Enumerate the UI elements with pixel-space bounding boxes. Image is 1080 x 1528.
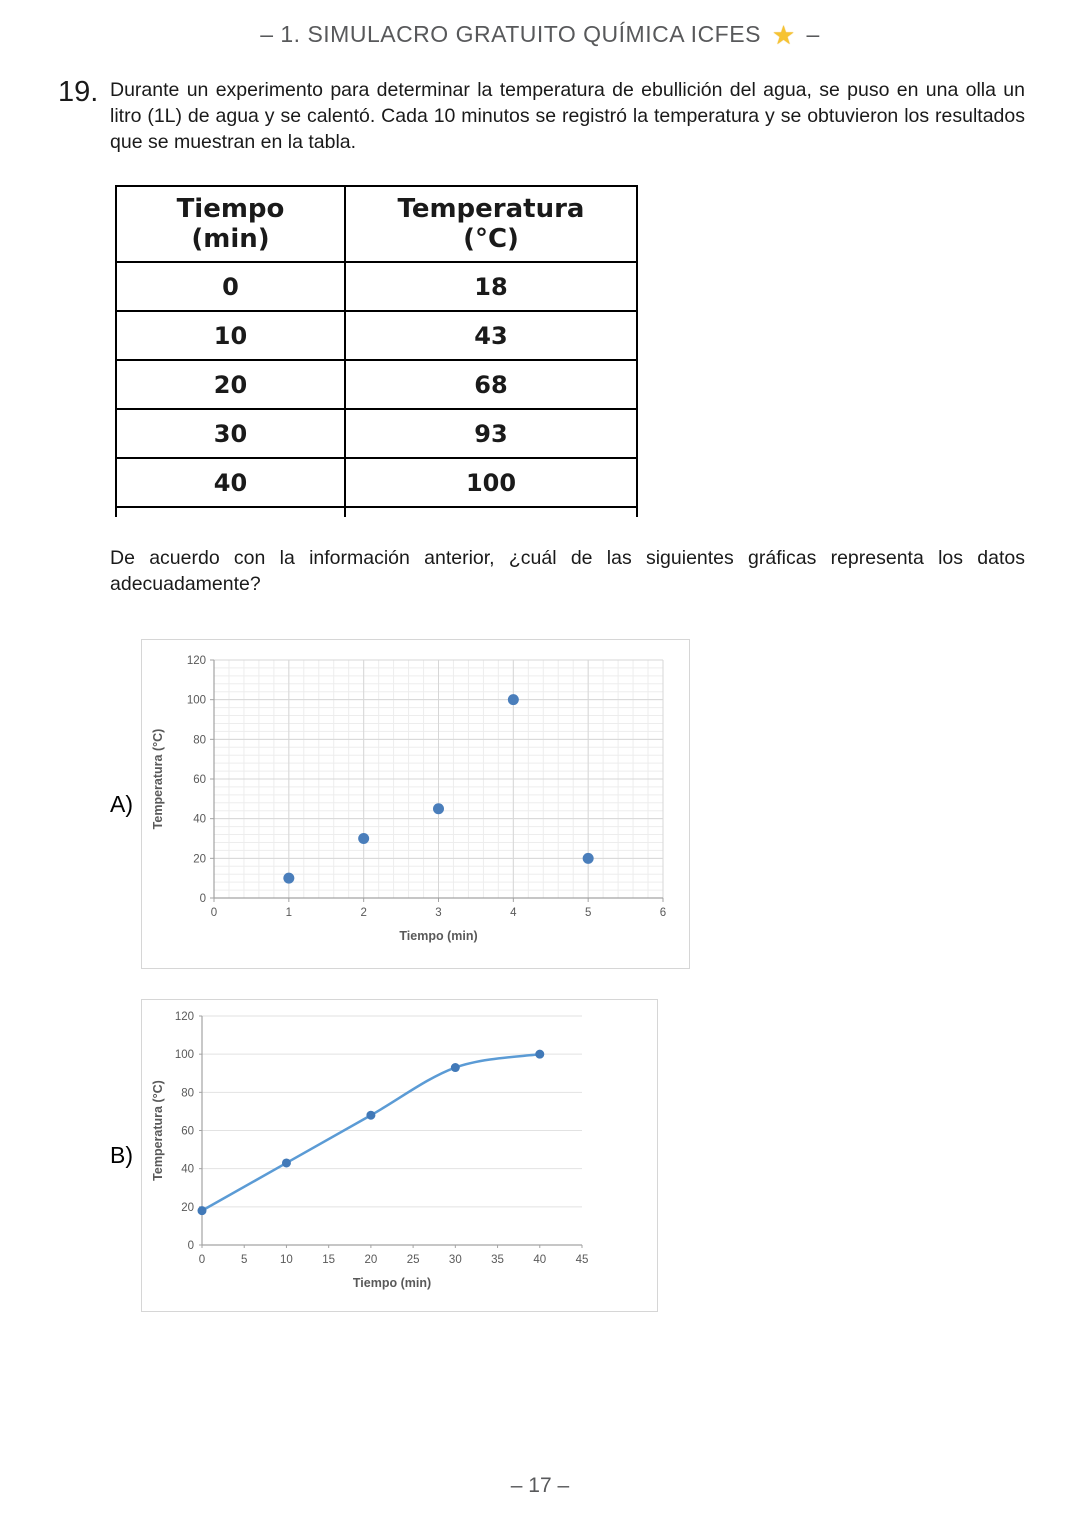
y-tick-label: 60 [181,1125,194,1138]
cell-tiempo: 30 [116,409,345,458]
y-tick-label: 0 [199,893,206,905]
x-axis-title: Tiempo (min) [352,1276,432,1290]
x-tick-label: 3 [435,907,442,919]
cell-tiempo: 20 [116,360,345,409]
cell-temperatura: 93 [345,409,637,458]
header-title-dash: – [806,21,820,47]
table-row [116,262,637,311]
x-tick-label: 1 [285,907,293,919]
table-row [116,360,637,409]
x-tick-label: 6 [659,907,667,919]
table-header-tiempo: Tiempo (min) [116,186,345,262]
data-point [583,853,594,864]
chart-option-b [141,999,658,1312]
line-chart-svg [142,1000,655,1309]
y-axis-title: Temperatura (°C) [151,728,165,830]
y-tick-label: 40 [181,1163,194,1176]
cell-tiempo: 10 [116,311,345,360]
stub-cell [345,507,637,517]
table-row [116,311,637,360]
option-a-label: A) [110,790,133,817]
data-table [115,185,638,517]
cell-temperatura: 68 [345,360,637,409]
chart-option-a [141,639,690,969]
question-text: Durante un experimento para determinar la temperatura de ebullición del agua, se puso en una olla un litro (1L) de agua y se calentó. Cada 10 minutos se registró la temperatura y se obtuvieron los resultados que se muestran en la tabla. [110,79,1025,153]
table-header-temperatura: Temperatura (°C) [345,186,637,262]
x-tick-label: 5 [241,1254,248,1266]
x-tick-label: 0 [198,1254,206,1266]
x-tick-label: 2 [360,907,367,919]
x-tick-label: 20 [364,1254,378,1266]
y-tick-label: 0 [187,1240,194,1252]
y-tick-label: 120 [174,1011,194,1023]
cell-temperatura: 18 [345,262,637,311]
table-stub-row [116,507,637,517]
page-header [0,20,1080,51]
x-tick-label: 35 [491,1254,504,1266]
cell-tiempo: 0 [116,262,345,311]
data-point [283,873,294,884]
scatter-chart-svg [142,640,687,966]
y-tick-label: 80 [193,734,206,747]
data-point [282,1158,291,1167]
x-tick-label: 4 [510,907,517,919]
cell-temperatura: 43 [345,311,637,360]
y-tick-label: 40 [193,813,206,826]
option-b [58,999,1025,1312]
x-tick-label: 15 [322,1254,336,1266]
x-tick-label: 10 [280,1254,293,1266]
followup-question: De acuerdo con la información anterior, ¿cuál de las siguientes gráficas representa los datos adecuadamente? [110,547,1025,595]
question-19 [58,77,1025,155]
table-row [116,409,637,458]
option-a [58,639,1025,969]
x-axis-title: Tiempo (min) [399,929,478,943]
temperature-line [202,1054,540,1210]
x-tick-label: 45 [575,1254,589,1266]
y-tick-label: 60 [193,774,206,786]
data-point [366,1111,375,1120]
x-tick-label: 5 [584,907,592,919]
option-b-label: B) [110,1142,133,1168]
data-point [198,1206,207,1215]
question-number: 19. [58,76,99,108]
y-tick-label: 100 [174,1049,194,1062]
y-tick-label: 80 [181,1087,194,1100]
table-header-row [116,186,637,262]
x-tick-label: 40 [533,1254,547,1266]
data-point [535,1050,544,1059]
page-number: – 17 – [510,1474,570,1497]
cell-tiempo: 40 [116,458,345,507]
stub-cell [116,507,345,517]
x-tick-label: 30 [448,1254,462,1266]
cell-temperatura: 100 [345,458,637,507]
data-point [433,803,444,814]
x-tick-label: 25 [406,1254,420,1266]
x-tick-label: 0 [210,907,218,919]
data-point [508,694,519,705]
data-point [358,833,369,844]
y-tick-label: 120 [186,655,206,667]
y-axis-title: Temperatura (°C) [151,1080,165,1181]
y-tick-label: 20 [181,1201,194,1214]
table-row [116,458,637,507]
y-tick-label: 20 [193,853,206,866]
y-tick-label: 100 [186,694,206,707]
data-point [451,1063,460,1072]
header-title: – 1. SIMULACRO GRATUITO QUÍMICA ICFES [260,21,761,47]
star-icon: ★ [771,20,796,50]
